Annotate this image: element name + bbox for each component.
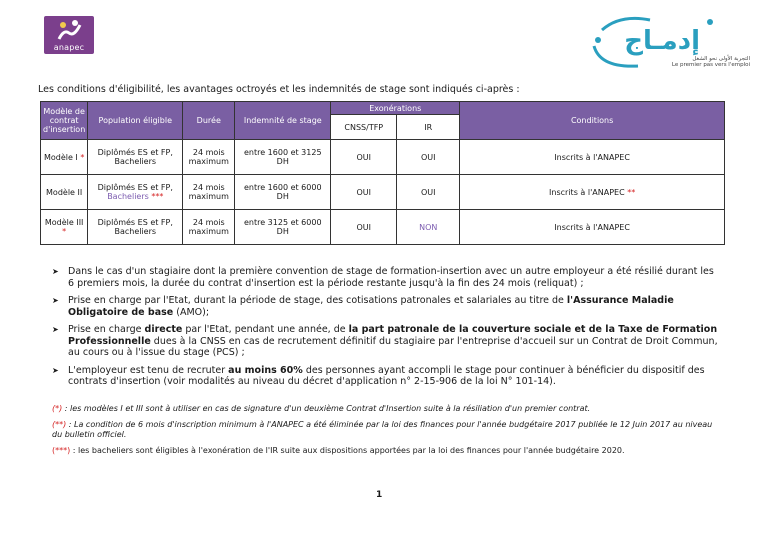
bullet-item — [52, 266, 722, 289]
duration-line-1: 24 mois — [192, 218, 225, 227]
duration-line-1: 24 mois — [192, 183, 225, 192]
arrow-bullet-icon: ➤ — [52, 267, 59, 276]
population-cell — [88, 140, 183, 175]
population-cell — [88, 210, 183, 245]
table-row — [41, 140, 725, 175]
model-mark: * — [77, 152, 85, 162]
population-cell — [88, 175, 183, 210]
anapec-logo-text: anapec — [53, 43, 85, 52]
anapec-logo — [44, 16, 94, 54]
footnote-text: : les bacheliers sont éligibles à l'exonération de l'IR suite aux dispositions apportées par la loi des finances pour l'année budgétaire 2020. — [70, 446, 625, 455]
table-row — [41, 210, 725, 245]
ir-cell: NON — [397, 210, 460, 245]
duration-line-2: maximum — [188, 192, 229, 201]
table-row — [41, 175, 725, 210]
footnotes — [52, 404, 722, 462]
header-allowance: Indemnité de stage — [235, 102, 331, 140]
intro-text: Les conditions d'éligibilité, les avantages octroyés et les indemnités de stage sont indiqués ci-après : — [38, 84, 520, 95]
idmaj-subtitle-fr: Le premier pas vers l'emploi — [671, 62, 750, 68]
population-line-1: Diplômés ES et FP, — [97, 218, 173, 227]
model-mark: * — [62, 227, 67, 236]
population-mark: *** — [148, 192, 164, 201]
ir-cell: OUI — [397, 175, 460, 210]
footnote-mark: (**) — [52, 420, 67, 429]
population-line-1: Diplômés ES et FP, — [97, 148, 173, 157]
bullet-text: L'employeur est tenu de recruter — [68, 364, 229, 376]
bullet-text: Dans le cas d'un stagiaire dont la première convention de stage de formation-insertion avec un autre employeur a été résilié durant les 6 premiers mois, la durée du contrat d'insertion est la période restante jusqu'à la fin des 24 mois (reliquat) ; — [68, 266, 714, 289]
anapec-figure-icon — [56, 19, 82, 41]
header-population: Population éligible — [88, 102, 183, 140]
header-ir: IR — [397, 115, 460, 140]
bullet-list — [52, 266, 722, 394]
population-line-2 — [90, 157, 180, 166]
bullet-item — [52, 365, 722, 388]
header-cnss: CNSS/TFP — [331, 115, 397, 140]
footnote-mark: (*) — [52, 404, 63, 413]
bullet-text: (AMO); — [173, 306, 210, 318]
allowance-cell: entre 1600 et 6000 DH — [235, 175, 331, 210]
bullet-text: Prise en charge par l'Etat, durant la période de stage, des cotisations patronales et salariales au titre de — [68, 295, 567, 306]
bullet-text: la part patronale de la couverture sociale et de la Taxe de Formation Professionnelle — [68, 324, 718, 347]
bullet-text: l'Assurance Maladie Obligatoire de base — [68, 295, 674, 318]
cnss-cell: OUI — [331, 210, 397, 245]
conditions-cell — [460, 210, 725, 245]
population-line-1: Diplômés ES et FP, — [97, 183, 173, 192]
duration-line-1: 24 mois — [192, 148, 225, 157]
eligibility-table — [40, 101, 725, 245]
idmaj-logo-arabic: إدمـاج — [624, 26, 700, 56]
conditions-cell — [460, 140, 725, 175]
population-line-2 — [90, 227, 180, 236]
duration-cell — [183, 140, 235, 175]
duration-line-2: maximum — [188, 227, 229, 236]
header-duration: Durée — [183, 102, 235, 140]
conditions-mark: ** — [624, 187, 636, 197]
idmaj-logo — [580, 12, 756, 74]
model-name: Modèle I — [43, 152, 78, 162]
duration-line-2: maximum — [188, 157, 229, 166]
model-cell — [41, 175, 88, 210]
footnote — [52, 404, 722, 414]
footnote-mark: (***) — [52, 446, 71, 455]
population-bacheliers: Bacheliers — [114, 157, 157, 166]
header-exonerations: Exonérations — [331, 102, 460, 115]
conditions-text: Inscrits à l'ANAPEC — [549, 187, 625, 197]
duration-cell — [183, 210, 235, 245]
footnote — [52, 446, 722, 456]
conditions-text: Inscrits à l'ANAPEC — [554, 152, 630, 162]
allowance-cell: entre 1600 et 3125 DH — [235, 140, 331, 175]
model-cell — [41, 210, 88, 245]
conditions-cell — [460, 175, 725, 210]
ir-cell: OUI — [397, 140, 460, 175]
bullet-text: directe — [144, 324, 183, 335]
allowance-cell: entre 3125 et 6000 DH — [235, 210, 331, 245]
page-number: 1 — [376, 490, 383, 500]
footnote-text: : La condition de 6 mois d'inscription minimum à l'ANAPEC a été éliminée par la loi des finances pour l'année budgétaire 2017 publiée le 12 Juin 2017 au niveau du bulletin officiel. — [52, 420, 713, 439]
arrow-bullet-icon: ➤ — [52, 325, 59, 334]
table-body — [41, 140, 725, 245]
footnote — [52, 420, 722, 440]
cnss-cell: OUI — [331, 175, 397, 210]
arrow-bullet-icon: ➤ — [52, 365, 59, 375]
bullet-text: Prise en charge — [68, 324, 145, 335]
population-bacheliers: Bacheliers — [107, 192, 149, 201]
model-name: Modèle III — [44, 218, 84, 227]
model-cell — [41, 140, 88, 175]
header-model: Modèle de contrat d'insertion — [41, 102, 88, 140]
bullet-text: par l'Etat, pendant une année, de — [182, 324, 349, 335]
duration-cell — [183, 175, 235, 210]
conditions-text: Inscrits à l'ANAPEC — [554, 222, 630, 232]
population-line-2 — [90, 192, 180, 201]
cnss-cell: OUI — [331, 140, 397, 175]
bullet-text: des personnes ayant accompli le stage pour continuer à bénéficier du dispositif des contrats d'insertion (voir modalités au niveau du décret d'application n° 2-15-906 de la loi N° 101-14). — [68, 364, 705, 387]
population-bacheliers: Bacheliers — [114, 227, 157, 236]
bullet-item — [52, 324, 722, 359]
arrow-bullet-icon: ➤ — [52, 296, 59, 305]
bullet-text: au moins 60% — [228, 364, 303, 376]
footnote-text: : les modèles I et III sont à utiliser en cas de signature d'un deuxième Contrat d'Insertion suite à la résiliation d'un premier contrat. — [62, 404, 591, 413]
idmaj-subtitle-ar: التجربة الأولى نحو الشغل — [692, 56, 750, 62]
idmaj-logo-subtitle — [672, 56, 750, 68]
model-name: Modèle II — [46, 187, 83, 197]
header-conditions: Conditions — [460, 102, 725, 140]
bullet-item — [52, 295, 722, 318]
bullet-text: dues à la CNSS en cas de recrutement définitif du stagiaire par l'entreprise d'accueil sur un Contrat de Droit Commun, au cours ou à l'issue du stage (PCS) ; — [68, 335, 718, 358]
